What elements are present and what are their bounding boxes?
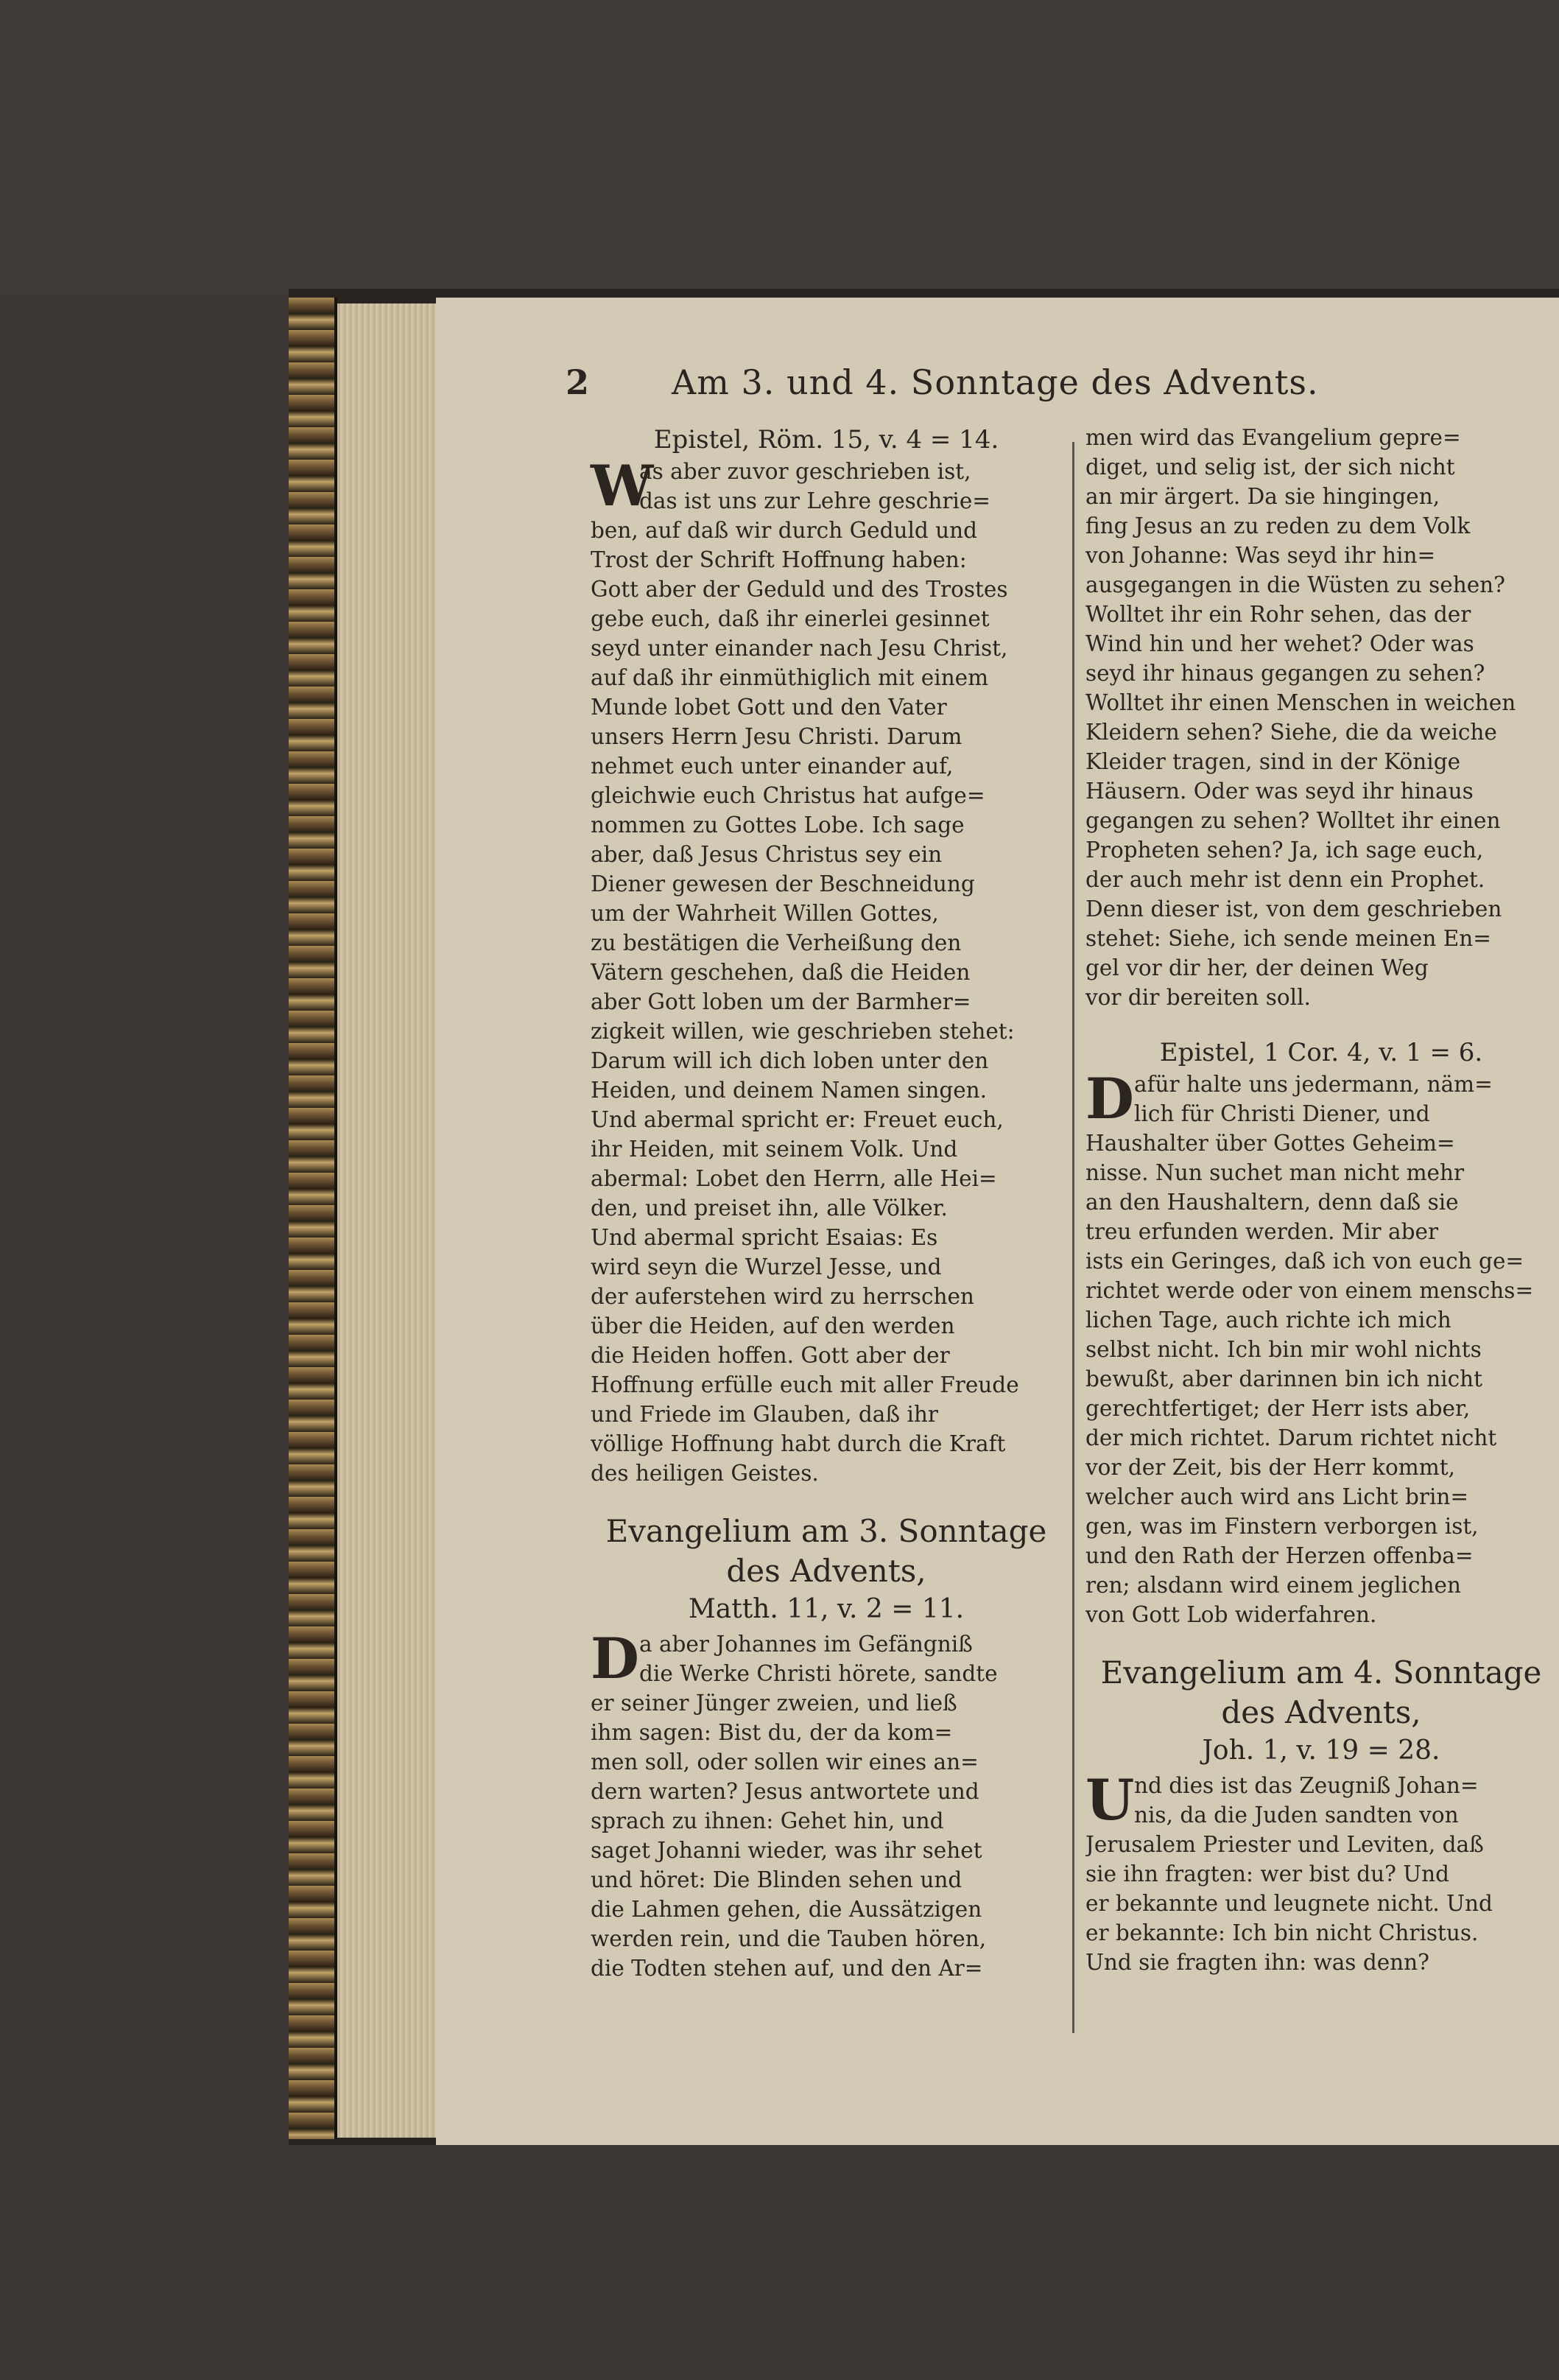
epistle2-line: selbst nicht. Ich bin mir wohl nichts [1085,1337,1482,1362]
gospel1-continuation-line: Häusern. Oder was seyd ihr hinaus [1085,779,1474,804]
epistle2-line: gerechtfertiget; der Herr ists aber, [1085,1396,1471,1421]
epistle2-line: lich für Christi Diener, und [1134,1101,1430,1126]
epistle1-line: wird seyn die Wurzel Jesse, und [591,1254,942,1279]
epistle1-line: des heiligen Geistes. [591,1461,819,1486]
epistle2-lines [1085,1066,1557,1629]
epistle1-line: Und abermal spricht er: Freuet euch, [591,1107,1004,1132]
epistle2-line: Haushalter über Gottes Geheim= [1085,1131,1455,1156]
epistle1-initial: W [591,453,654,519]
gospel1-line: a aber Johannes im Gefängniß [639,1632,973,1657]
gospel2-text [1085,1767,1557,1977]
gospel1-line: men soll, oder sollen wir eines an= [591,1749,979,1775]
epistle1-line: Heiden, und deinem Namen singen. [591,1078,988,1103]
epistle1-line: völlige Hoffnung habt durch die Kraft [591,1431,1006,1456]
page-number: 2 [566,362,590,402]
epistle1-lines [591,453,1062,1488]
gospel1-continuation-line: vor dir bereiten soll. [1085,985,1311,1010]
column-divider [1072,442,1074,2033]
gospel1-continuation-line: Wolltet ihr einen Menschen in weichen [1085,690,1516,715]
epistle2-line: ists ein Geringes, daß ich von euch ge= [1085,1249,1524,1274]
epistle1-line: ben, auf daß wir durch Geduld und [591,518,978,543]
gospel2-heading-line2: des Advents, [1221,1694,1421,1730]
gospel2-reference: Joh. 1, v. 19 = 28. [1202,1735,1440,1766]
epistle2-line: treu erfunden werden. Mir aber [1085,1219,1439,1244]
epistle1-line: zu bestätigen die Verheißung den [591,930,962,955]
page-header-title: Am 3. und 4. Sonntage des Advents. [672,362,1319,402]
epistle2-initial: D [1085,1066,1134,1131]
book-page [436,298,1559,2145]
epistle2-heading: Epistel, 1 Cor. 4, v. 1 = 6. [1159,1038,1483,1067]
gospel1-continuation-line: Denn dieser ist, von dem geschrieben [1085,896,1502,922]
gospel1-line: saget Johanni wieder, was ihr sehet [591,1838,982,1863]
book-spine-ornament [289,298,337,2139]
gospel1-continuation-line: von Johanne: Was seyd ihr hin= [1085,543,1436,568]
gospel1-continuation-line: seyd ihr hinaus gegangen zu sehen? [1085,661,1485,686]
epistle1-line: Hoffnung erfülle euch mit aller Freude [591,1372,1019,1397]
gospel2-line: er bekannte und leugnete nicht. Und [1085,1891,1493,1916]
epistle2-line: nisse. Nun suchet man nicht mehr [1085,1160,1465,1185]
gospel1-continuation-line: Wolltet ihr ein Rohr sehen, das der [1085,602,1471,627]
gospel1-continuation-line: der auch mehr ist denn ein Prophet. [1085,867,1485,892]
epistle1-line: zigkeit willen, wie geschrieben stehet: [591,1019,1015,1044]
gospel1-line: die Lahmen gehen, die Aussätzigen [591,1897,982,1922]
epistle2-line: lichen Tage, auch richte ich mich [1085,1307,1451,1333]
epistle1-line: der auferstehen wird zu herrschen [591,1284,974,1309]
epistle1-text [591,453,1062,1488]
gospel2-line: er bekannte: Ich bin nicht Christus. [1085,1920,1479,1945]
epistle2-line: und den Rath der Herzen offenba= [1085,1543,1474,1568]
gospel1-line: die Todten stehen auf, und den Ar= [591,1956,983,1981]
epistle1-line: und Friede im Glauben, daß ihr [591,1402,938,1427]
gospel1-continuation-line: stehet: Siehe, ich sende meinen En= [1085,926,1491,951]
epistle1-line: den, und preiset ihn, alle Völker. [591,1196,948,1221]
epistle2-line: richtet werde oder von einem menschs= [1085,1278,1534,1303]
gospel1-continuation-line: Propheten sehen? Ja, ich sage euch, [1085,838,1484,863]
gospel2-line: Jerusalem Priester und Leviten, daß [1085,1832,1484,1857]
gospel1-line: dern warten? Jesus antwortete und [591,1779,979,1804]
epistle1-line: unsers Herrn Jesu Christi. Darum [591,724,963,749]
epistle1-heading: Epistel, Röm. 15, v. 4 = 14. [653,425,999,454]
gospel1-continuation-lines [1085,423,1557,1012]
epistle1-line: über die Heiden, auf den werden [591,1313,955,1338]
gospel1-continuation-line: gegangen zu sehen? Wolltet ihr einen [1085,808,1501,833]
gospel2-line: Und sie fragten ihn: was denn? [1085,1950,1429,1975]
gospel1-line: und höret: Die Blinden sehen und [591,1867,963,1892]
epistle1-line: abermal: Lobet den Herrn, alle Hei= [591,1166,997,1191]
epistle1-line: aber, daß Jesus Christus sey ein [591,842,943,867]
gospel1-continuation-line: Wind hin und her wehet? Oder was [1085,631,1474,656]
running-head [436,362,1559,414]
epistle1-line: gleichwie euch Christus hat aufge= [591,783,985,808]
epistle1-line: um der Wahrheit Willen Gottes, [591,901,939,926]
gospel2-heading-line1: Evangelium am 4. Sonntage [1100,1654,1542,1691]
gospel1-continuation-line: fing Jesus an zu reden zu dem Volk [1085,513,1471,538]
gospel1-lines [591,1626,1062,1983]
page-edges [337,303,448,2138]
gospel1-line: er seiner Jünger zweien, und ließ [591,1691,957,1716]
epistle1-line: auf daß ihr einmüthiglich mit einem [591,665,989,690]
epistle1-line: Vätern geschehen, daß die Heiden [591,960,971,985]
gospel2-lines [1085,1767,1557,1977]
epistle2-line: gen, was im Finstern verborgen ist, [1085,1514,1479,1539]
epistle1-line: die Heiden hoffen. Gott aber der [591,1343,950,1368]
epistle1-line: das ist uns zur Lehre geschrie= [639,488,991,513]
gospel1-continuation-line: an mir ärgert. Da sie hingingen, [1085,484,1440,509]
epistle2-line: bewußt, aber darinnen bin ich nicht [1085,1366,1482,1391]
gospel2-line: nd dies ist das Zeugniß Johan= [1134,1773,1479,1798]
epistle1-line: gebe euch, daß ihr einerlei gesinnet [591,606,990,631]
gospel1-continuation-line: ausgegangen in die Wüsten zu sehen? [1085,572,1505,597]
gospel1-continuation-line: men wird das Evangelium gepre= [1085,425,1461,450]
gospel1-continuation [1085,423,1557,1012]
epistle1-line: Trost der Schrift Hoffnung haben: [591,547,967,572]
epistle1-line: Diener gewesen der Beschneidung [591,871,975,896]
epistle1-line: ihr Heiden, mit seinem Volk. Und [591,1137,958,1162]
epistle1-line: Und abermal spricht Esaias: Es [591,1225,938,1250]
gospel1-continuation-line: diget, und selig ist, der sich nicht [1085,454,1455,480]
epistle2-text [1085,1066,1557,1629]
epistle1-line: Munde lobet Gott und den Vater [591,695,947,720]
gospel1-heading-line1: Evangelium am 3. Sonntage [605,1513,1047,1549]
epistle1-line: Gott aber der Geduld und des Trostes [591,577,1008,602]
right-column [1085,423,1557,1984]
epistle2-line: afür halte uns jedermann, näm= [1134,1072,1493,1097]
gospel1-line: die Werke Christi hörete, sandte [639,1661,998,1686]
gospel2-initial: U [1085,1767,1135,1833]
gospel1-line: ihm sagen: Bist du, der da kom= [591,1720,953,1745]
epistle2-line: von Gott Lob widerfahren. [1085,1602,1377,1627]
gospel1-initial: D [591,1626,639,1691]
gospel1-line: sprach zu ihnen: Gehet hin, und [591,1808,944,1833]
epistle1-line: aber Gott loben um der Barmher= [591,989,971,1014]
gospel1-continuation-line: Kleider tragen, sind in der Könige [1085,749,1461,774]
epistle2-line: ren; alsdann wird einem jeglichen [1085,1573,1461,1598]
gospel1-reference: Matth. 11, v. 2 = 11. [688,1594,965,1624]
epistle1-line: Darum will ich dich loben unter den [591,1048,989,1073]
epistle2-line: welcher auch wird ans Licht brin= [1085,1484,1469,1509]
epistle1-line: seyd unter einander nach Jesu Christ, [591,636,1008,661]
gospel1-continuation-line: Kleidern sehen? Siehe, die da weiche [1085,720,1497,745]
epistle1-line: nommen zu Gottes Lobe. Ich sage [591,812,965,838]
gospel1-heading-line2: des Advents, [726,1553,926,1589]
gospel1-text [591,1626,1062,1983]
left-column [591,423,1062,1990]
gospel2-line: nis, da die Juden sandten von [1134,1802,1459,1828]
gospel2-line: sie ihn fragten: wer bist du? Und [1085,1861,1450,1886]
epistle1-line: nehmet euch unter einander auf, [591,754,954,779]
epistle1-line: as aber zuvor geschrieben ist, [639,459,971,484]
epistle2-line: an den Haushaltern, denn daß sie [1085,1190,1459,1215]
book [289,289,1559,2145]
epistle2-line: der mich richtet. Darum richtet nicht [1085,1425,1497,1450]
background-surface [0,0,1559,295]
gospel1-line: werden rein, und die Tauben hören, [591,1926,987,1951]
epistle2-line: vor der Zeit, bis der Herr kommt, [1085,1455,1455,1480]
gospel1-continuation-line: gel vor dir her, der deinen Weg [1085,955,1429,980]
